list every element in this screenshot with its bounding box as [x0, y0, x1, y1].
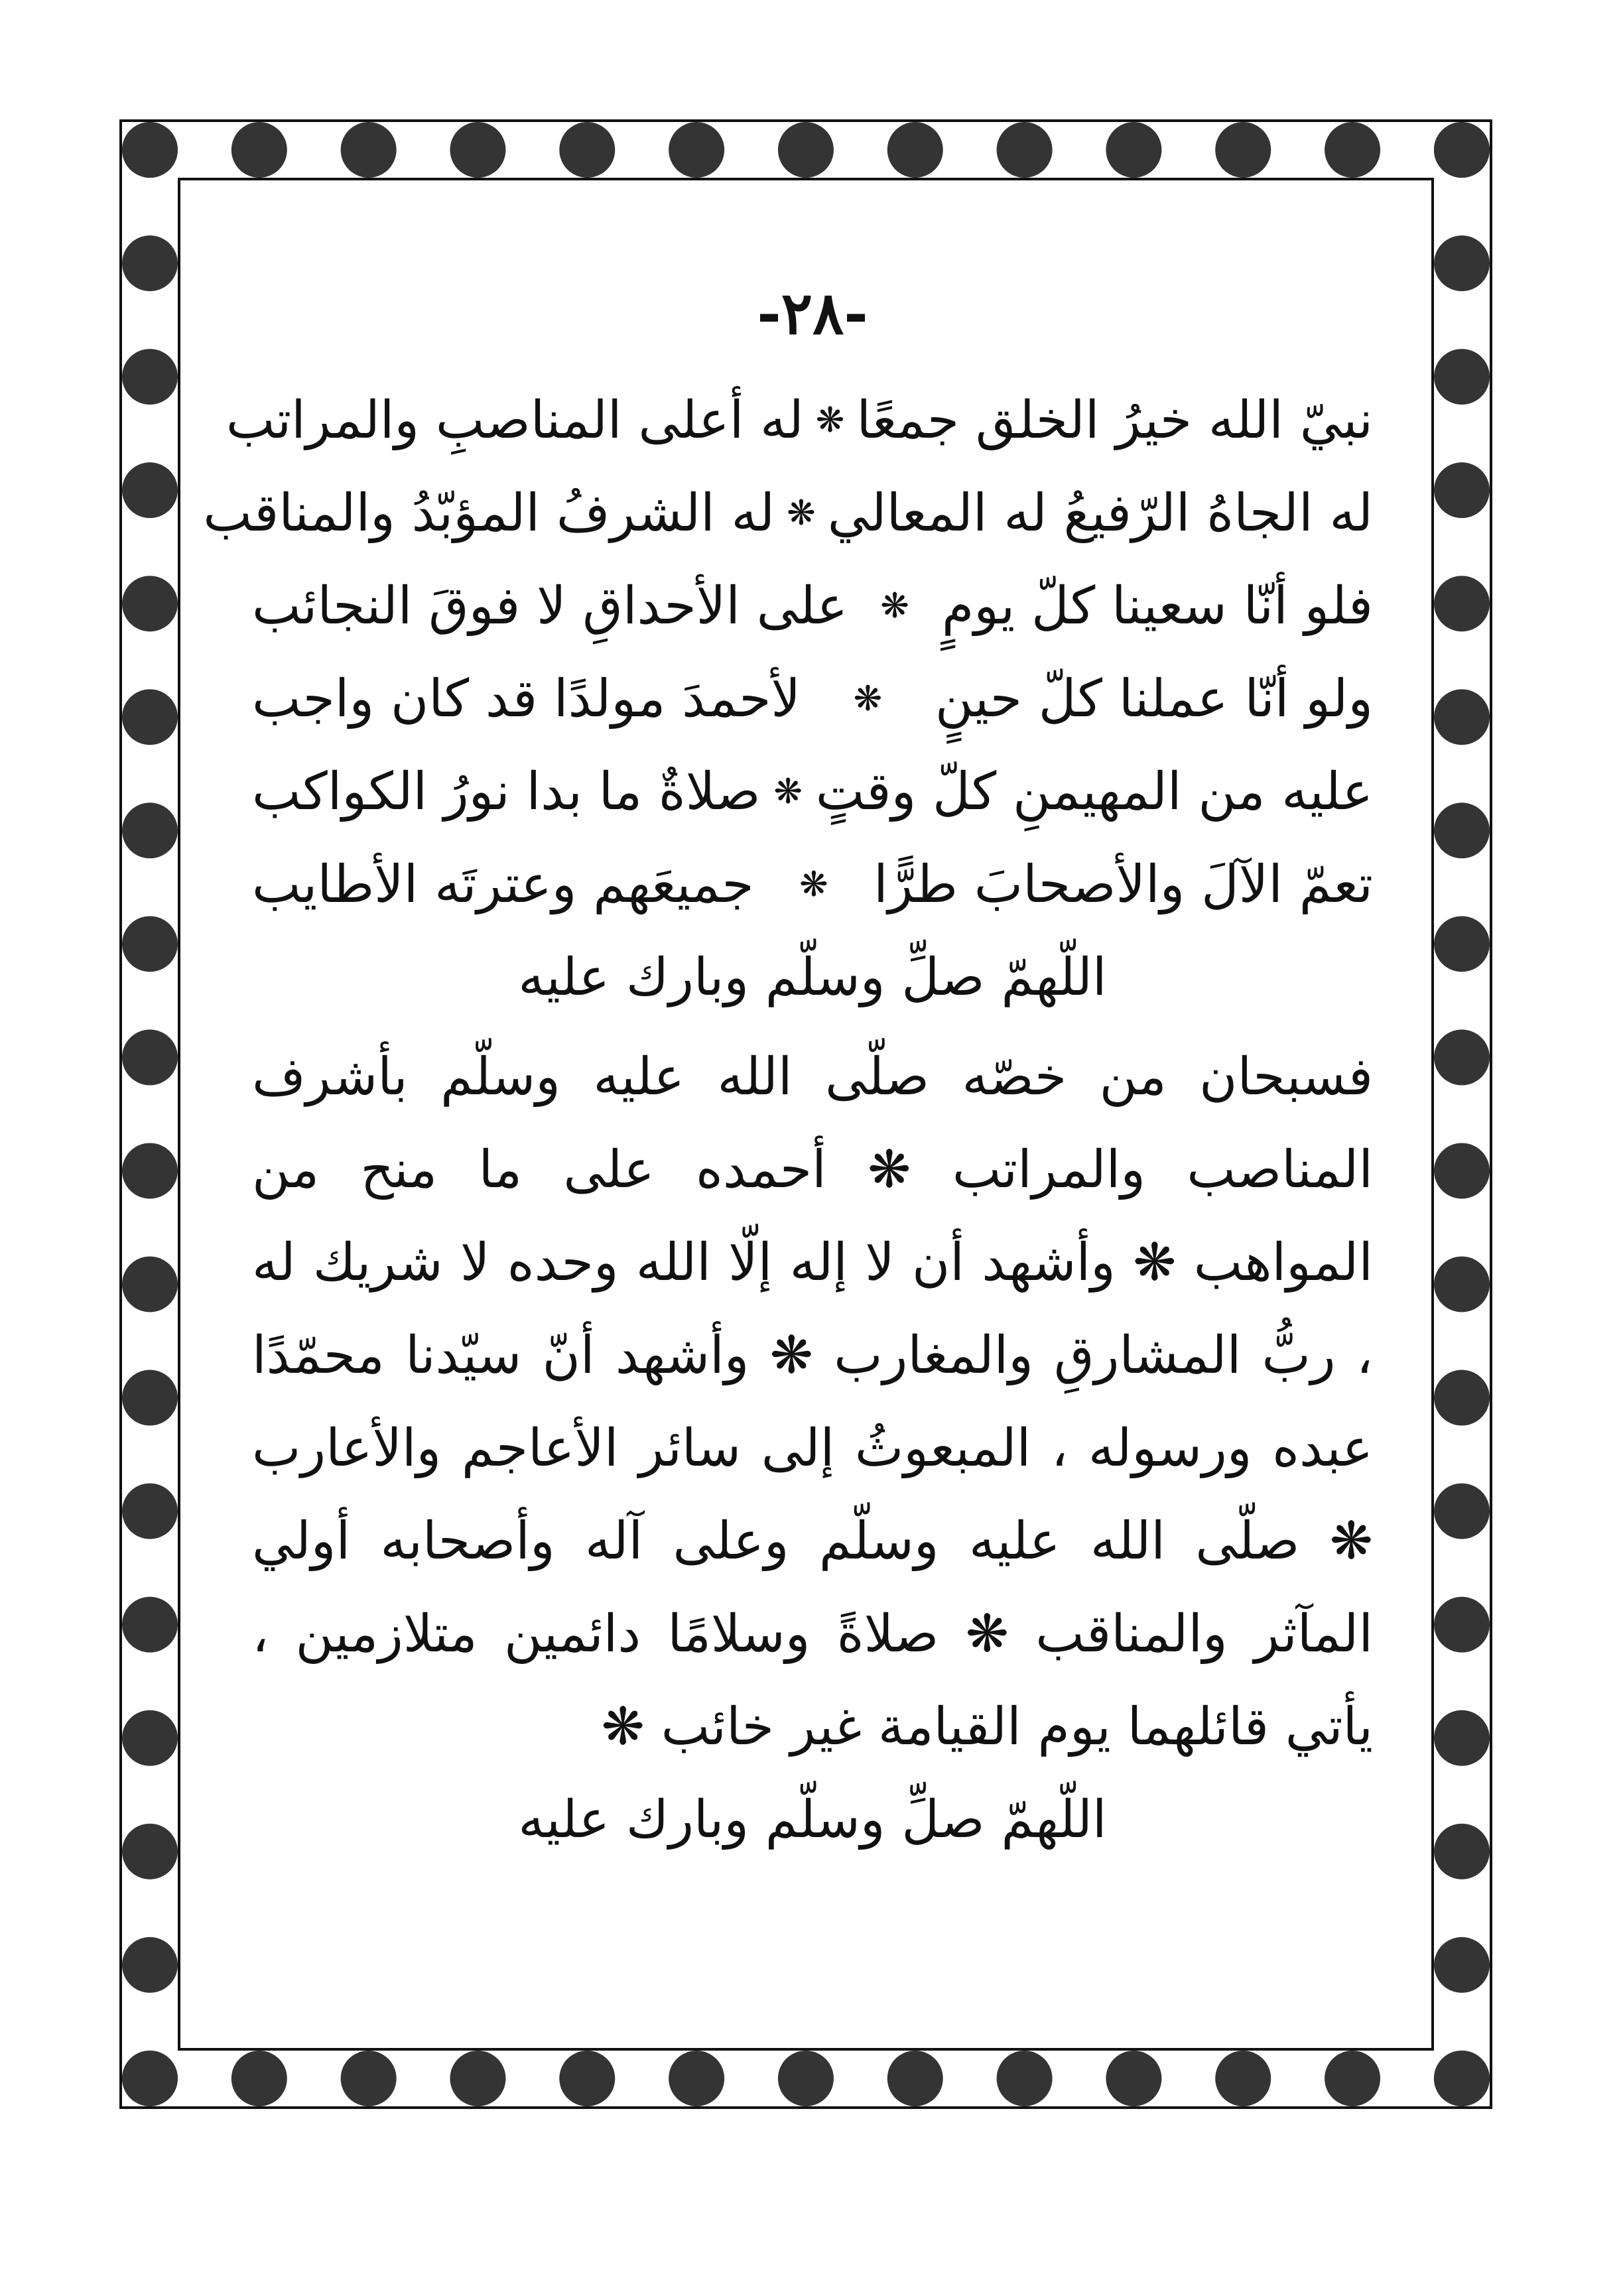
verse-line	[252, 560, 1373, 653]
separator-icon: ❋	[799, 865, 828, 905]
separator-icon: ❋	[815, 401, 845, 440]
salat-line-final: اللّهمّ صلِّ وسلّم وبارك عليه	[518, 1790, 1107, 1850]
hemistich-left: جميعَهم وعترتَه الأطايب	[252, 855, 754, 915]
hemistich-right: تعمّ الآلَ والأصحابَ طرًّا	[874, 855, 1373, 915]
separator-icon: ❋	[773, 772, 803, 812]
verse-line	[226, 374, 1373, 467]
hemistich-left: له الشرفُ المؤبّدُ والمناقب	[203, 483, 775, 543]
page-content	[203, 279, 1373, 2016]
separator-icon: ❋	[880, 586, 909, 626]
verse-line	[252, 745, 1373, 838]
prose-paragraph: فسبحان من خصّه صلّى الله عليه وسلّم بأشرف المناصب والمراتب ❋ أحمده على ما منح من المواهب ❋ وأشهد أن لا إله إلّا الله وحده لا شريك له ، ربُّ المشارقِ والمغارب ❋ وأشهد أنّ سيّدنا محمّدًا عبده ورسوله ، المبعوثُ إلى سائر الأعاجم والأعارب ❋ صلّى الله عليه وسلّم وعلى آله وأصحابه أولي المآثر والمناقب ❋ صلاةً وسلامًا دائمين متلازمين ، يأتي قائلهما يوم القيامة غير خائب ❋	[252, 1047, 1373, 1757]
hemistich-right: فلو أنّا سعينا كلّ يومٍ	[941, 576, 1373, 636]
separator-icon: ❋	[787, 493, 816, 533]
hemistich-left: على الأحداقِ لا فوقَ النجائب	[252, 576, 848, 636]
hemistich-right: له الجاهُ الرّفيعُ له المعالي	[827, 483, 1373, 543]
hemistich-left: لأحمدَ مولدًا قد كان واجب	[252, 669, 801, 729]
salat-line: اللّهمّ صلِّ وسلّم وبارك عليه	[518, 948, 1107, 1007]
hemistich-right: ولو أنّا عملنا كلّ حينٍ	[935, 669, 1373, 729]
hemistich-left: صلاةٌ ما بدا نورُ الكواكب	[252, 762, 761, 822]
separator-icon: ❋	[853, 679, 883, 719]
hemistich-right: عليه من المهيمنِ كلّ وقتٍ	[815, 762, 1373, 822]
page-number: -٢٨-	[757, 279, 868, 348]
verse-line	[252, 838, 1373, 931]
hemistich-right: نبيّ الله خيرُ الخلق جمعًا	[856, 391, 1373, 450]
hemistich-left: له أعلى المناصبِ والمراتب	[226, 391, 804, 450]
verse-line	[203, 467, 1373, 560]
verse-line	[252, 653, 1373, 745]
